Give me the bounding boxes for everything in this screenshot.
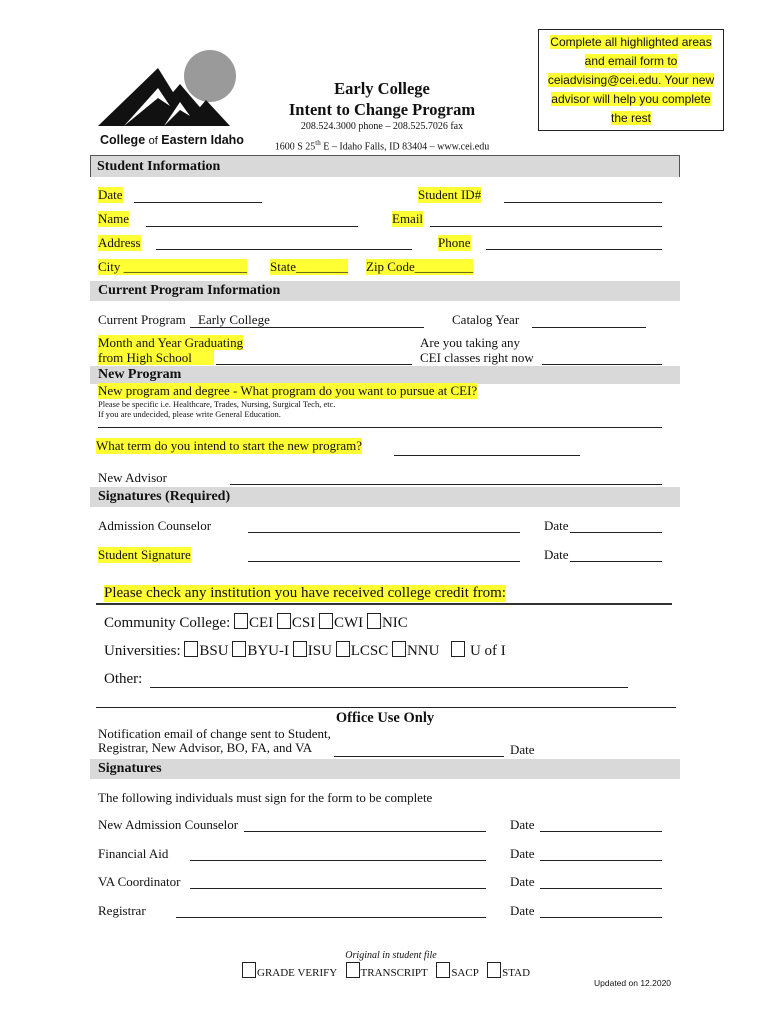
checkbox-sacp[interactable]: SACP [436,967,478,979]
sig-row-financial-aid-date-field[interactable] [540,860,662,861]
current-program-value[interactable]: Early College [198,312,270,327]
signatures-instructions: The following individuals must sign for the form to be complete [98,790,433,805]
date-field[interactable] [134,202,262,203]
checkbox-byu-i[interactable]: BYU-I [232,643,289,659]
updated-date: Updated on 12.2020 [594,978,672,988]
address-pre: 1600 S 25 [274,141,316,153]
checkbox-bsu[interactable]: BSU [184,643,228,659]
student-id-field[interactable] [504,202,662,203]
logo-wordmark [100,133,248,147]
state-field[interactable]: State________ [270,259,348,274]
new-program-field[interactable] [98,427,662,428]
student-sig-date-label: Date [544,547,569,562]
sig-row-registrar-field[interactable] [176,917,486,918]
sig-row-registrar-label: Registrar [98,903,146,918]
office-checks-row [242,962,530,979]
sig-row-va-coordinator-label: VA Coordinator [98,874,181,889]
sig-row-new-admission-counselor-field[interactable] [244,831,486,832]
office-use-heading: Office Use Only [335,710,435,726]
address-sup: th [315,139,321,147]
new-program-hint-1: Please be specific i.e. Healthcare, Trades, Nursing, Surgical Tech, etc. [98,399,336,409]
phone-field[interactable] [486,249,662,250]
notification-line-1: Notification email of change sent to Student, [98,726,331,741]
logo-word-college: College [100,133,149,147]
admission-counselor-label: Admission Counselor [98,518,212,533]
mountain-logo-icon [98,48,248,130]
sig-row-financial-aid-label: Financial Aid [98,846,169,861]
taking-cei-label [420,335,534,365]
student-info-heading: Student Information [97,159,221,174]
catalog-year-field[interactable] [532,327,646,328]
checkbox-stad[interactable]: STAD [487,967,530,979]
current-program-header: Current Program Information [90,281,680,301]
new-advisor-field[interactable] [230,484,662,485]
checkbox-isu[interactable]: ISU [293,643,332,659]
title-line-2: Intent to Change Program [288,100,476,119]
logo-word-eastern-idaho: Eastern Idaho [157,133,244,147]
admission-date-label: Date [544,518,569,533]
catalog-year-label: Catalog Year [452,312,520,327]
office-use-divider [96,707,676,708]
email-label: Email [392,211,424,226]
sig-row-financial-aid-date-label: Date [510,846,535,861]
student-info-header [90,155,680,177]
sig-row-new-admission-counselor-date-field[interactable] [540,831,662,832]
sig-row-new-admission-counselor-date-label: Date [510,817,535,832]
original-in-student-file: Original in student file [345,950,437,961]
address-post: E – Idaho Falls, ID 83404 – www.cei.edu [320,141,490,153]
graduating-label-line-2: from High School [98,350,214,365]
college-logo [98,48,248,148]
sig-row-registrar-date-label: Date [510,903,535,918]
zip-code-field[interactable]: Zip Code_________ [366,259,474,274]
checkbox-nic[interactable]: NIC [367,615,408,631]
signatures-required-header: Signatures (Required) [90,487,680,507]
new-program-header: New Program [90,366,680,384]
new-program-question: New program and degree - What program do you want to pursue at CEI? [98,383,478,398]
student-signature-field[interactable] [248,561,520,562]
universities-row [104,641,506,660]
sig-row-va-coordinator-date-field[interactable] [540,888,662,889]
checkbox-cei[interactable]: CEI [234,615,273,631]
sig-row-registrar-date-field[interactable] [540,917,662,918]
checkbox-csi[interactable]: CSI [277,615,315,631]
term-question: What term do you intend to start the new program? [96,438,363,453]
checkbox-grade-verify[interactable]: GRADE VERIFY [242,967,337,979]
checkbox-transcript[interactable]: TRANSCRIPT [346,967,428,979]
checkbox-lcsc[interactable]: LCSC [336,643,389,659]
checkbox-cwi[interactable]: CWI [319,615,363,631]
notification-text [98,727,331,755]
notice-text: Complete all highlighted areas and email form to ceiadvising@cei.edu. Your new advisor will help you complete the rest [547,35,715,125]
admission-date-field[interactable] [570,532,662,533]
graduating-label [98,335,243,365]
name-field[interactable] [146,226,358,227]
notification-field[interactable] [334,756,504,757]
instructions-notice [538,29,724,131]
new-advisor-label: New Advisor [98,470,167,485]
community-college-label: Community College: [104,615,231,631]
student-sig-date-field[interactable] [570,561,662,562]
checkbox-nnu[interactable]: NNU [392,643,440,659]
contact-phones: 208.524.3000 phone – 208.525.7026 fax [300,121,464,132]
admission-counselor-signature-field[interactable] [248,532,520,533]
form-title [262,78,502,120]
current-program-field[interactable] [190,327,424,328]
graduating-label-line-1: Month and Year Graduating [98,335,244,350]
taking-cei-field[interactable] [542,364,662,365]
name-label: Name [98,211,130,226]
student-signature-label: Student Signature [98,547,191,562]
new-program-hint-2: If you are undecided, please write General Education. [98,409,281,419]
logo-word-of: of [148,135,158,147]
title-line-1: Early College [334,79,430,98]
notification-date-label: Date [510,742,535,757]
term-field[interactable] [394,455,580,456]
phone-label: Phone [438,235,471,250]
address-field[interactable] [156,249,412,250]
date-label: Date [98,187,123,202]
sig-row-financial-aid-field[interactable] [190,860,486,861]
email-field[interactable] [430,226,662,227]
notification-line-2: Registrar, New Advisor, BO, FA, and VA [98,740,313,755]
city-field[interactable]: City ___________________ [98,259,248,274]
signatures-header: Signatures [90,759,680,779]
current-program-label: Current Program [98,312,186,327]
contact-address [232,139,532,152]
taking-cei-line-1: Are you taking any [420,335,521,350]
address-label: Address [98,235,141,250]
student-id-label: Student ID# [418,187,482,202]
community-college-row [104,613,408,632]
sig-row-new-admission-counselor-label: New Admission Counselor [98,817,239,832]
institutions-divider [96,603,672,605]
taking-cei-line-2: CEI classes right now [420,350,534,365]
graduating-field[interactable] [216,364,412,365]
sig-row-va-coordinator-date-label: Date [510,874,535,889]
universities-label: Universities: [104,643,181,659]
sig-row-va-coordinator-field[interactable] [190,888,486,889]
institutions-heading: Please check any institution you have received college credit from: [104,585,506,601]
checkbox-u-of-i[interactable]: U of I [451,643,506,659]
other-field[interactable] [150,687,628,688]
other-label: Other: [104,671,143,687]
